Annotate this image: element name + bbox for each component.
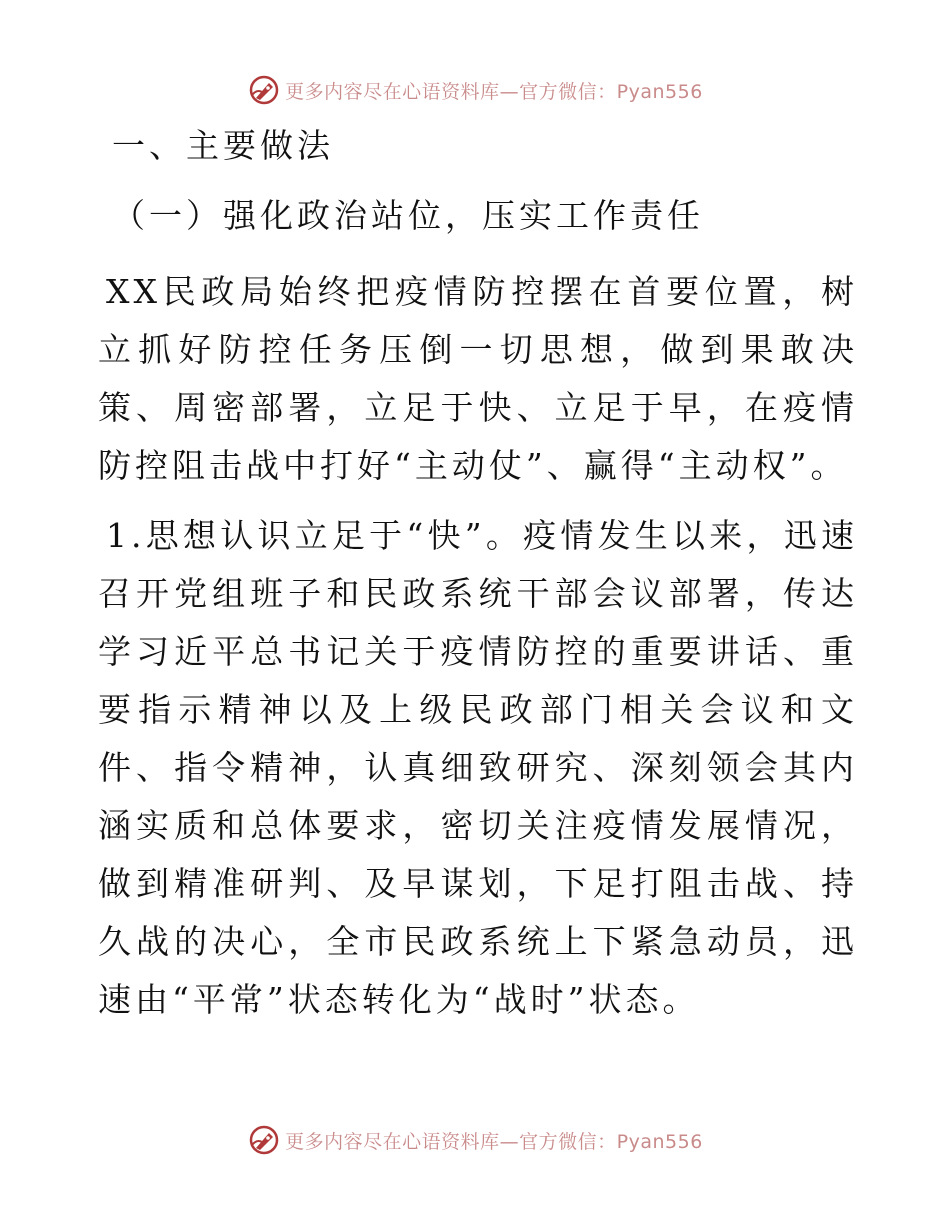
header-banner [0, 70, 950, 110]
pen-nib-logo-icon [247, 73, 281, 107]
body-paragraph: XX民政局始终把疫情防控摆在首要位置，树立抓好防控任务压倒一切思想，做到果敢决策、周密部署，立足于快、立足于早，在疫情防控阻击战中打好“主动仗”、赢得“主动权”。 [98, 272, 858, 485]
subsection-heading: （一）强化政治站位，压实工作责任 [112, 196, 704, 235]
footer-banner [0, 1120, 950, 1160]
body-paragraph: 1.思想认识立足于“快”。疫情发生以来，迅速召开党组班子和民政系统干部会议部署，传达学习近平总书记关于疫情防控的重要讲话、重要指示精神以及上级民政部门相关会议和文件、指令精神，认真细致研究、深刻领会其内涵实质和总体要求，密切关注疫情发展情况，做到精准研判、及早谋划，下足打阻击战、持久战的决心，全市民政系统上下紧急动员，迅速由“平常”状态转化为“战时”状态。 [98, 516, 858, 1019]
footer-banner-text: 更多内容尽在心语资料库—官方微信：Pyan556 [285, 1130, 703, 1153]
document-body [98, 122, 858, 1029]
header-banner-text: 更多内容尽在心语资料库—官方微信：Pyan556 [285, 80, 703, 103]
section-heading: 一、主要做法 [112, 126, 334, 165]
pen-nib-logo-icon [247, 1123, 281, 1157]
